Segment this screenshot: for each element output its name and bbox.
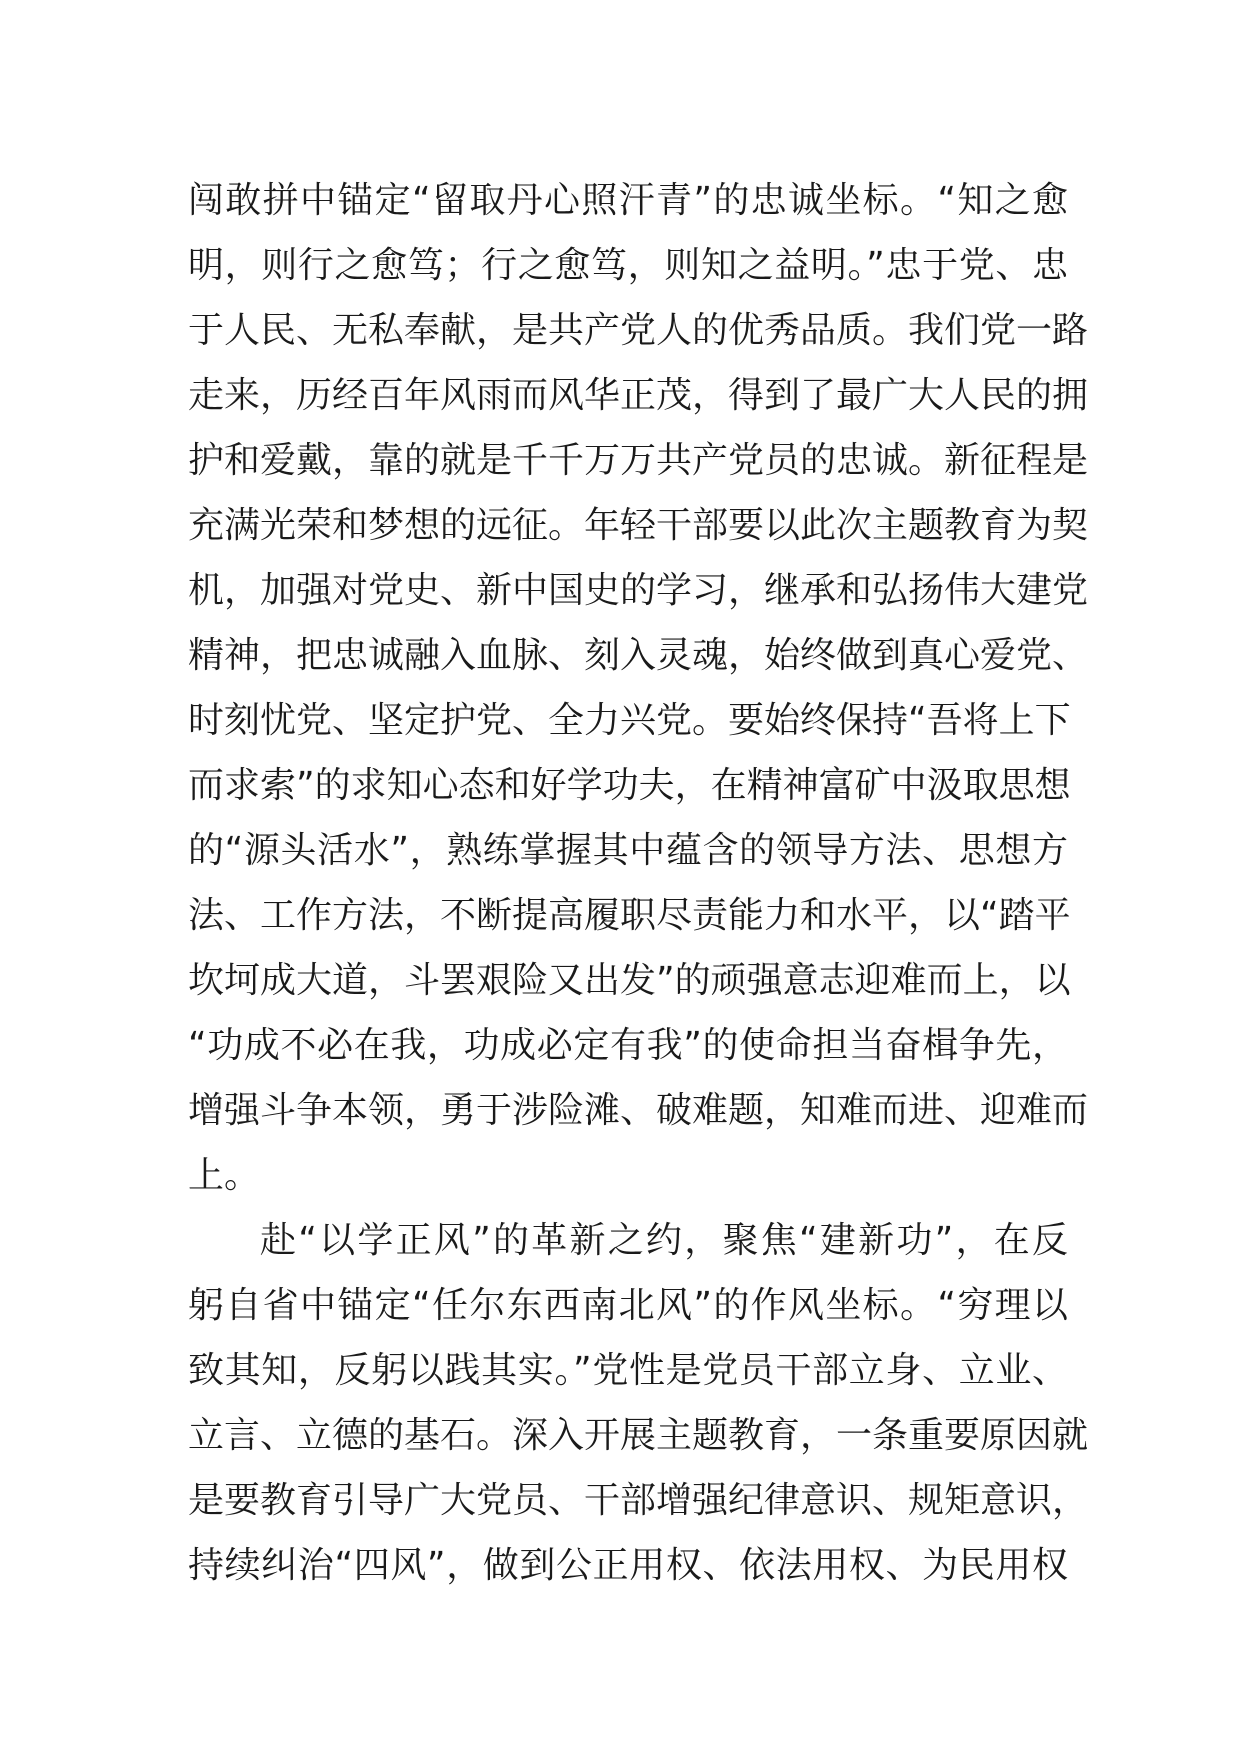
text-line: 明，则行之愈笃；行之愈笃，则知之益明。”忠于党、忠: [188, 245, 1068, 286]
text-line: 闯敢拼中锚定“留取丹心照汗青”的忠诚坐标。“知之愈: [188, 180, 1068, 221]
text-line: 立言、立德的基石。深入开展主题教育，一条重要原因就: [188, 1415, 1089, 1456]
paragraph-2: [188, 1208, 1089, 1598]
text-line: 走来，历经百年风雨而风华正茂，得到了最广大人民的拥: [188, 375, 1089, 416]
paragraph-1: [188, 168, 1089, 1208]
text-line: 精神，把忠诚融入血脉、刻入灵魂，始终做到真心爱党、: [188, 635, 1089, 676]
text-line: 持续纠治“四风”，做到公正用权、依法用权、为民用权: [188, 1545, 1068, 1586]
text-line: 充满光荣和梦想的远征。年轻干部要以此次主题教育为契: [188, 505, 1089, 546]
text-line: 法、工作方法，不断提高履职尽责能力和水平，以“踏平: [188, 895, 1071, 936]
text-line: 致其知，反躬以践其实。”党性是党员干部立身、立业、: [188, 1350, 1068, 1391]
text-line: 是要教育引导广大党员、干部增强纪律意识、规矩意识，: [188, 1480, 1089, 1521]
text-line: 机，加强对党史、新中国史的学习，继承和弘扬伟大建党: [188, 570, 1089, 611]
text-line: 而求索”的求知心态和好学功夫，在精神富矿中汲取思想: [188, 765, 1071, 806]
text-line: 于人民、无私奉献，是共产党人的优秀品质。我们党一路: [188, 310, 1089, 351]
text-line: 时刻忧党、坚定护党、全力兴党。要始终保持“吾将上下: [188, 700, 1071, 741]
text-line: 躬自省中锚定“任尔东西南北风”的作风坐标。“穷理以: [188, 1285, 1068, 1326]
text-line: “功成不必在我，功成必定有我”的使命担当奋楫争先，: [188, 1025, 1068, 1066]
text-line: 增强斗争本领，勇于涉险滩、破难题，知难而进、迎难而: [188, 1090, 1089, 1131]
text-line: 坎坷成大道，斗罢艰险又出发”的顽强意志迎难而上，以: [188, 960, 1071, 1001]
body-text: [188, 168, 1089, 1598]
text-line: 上。: [188, 1155, 261, 1196]
text-line: 的“源头活水”，熟练掌握其中蕴含的领导方法、思想方: [188, 830, 1068, 871]
text-line: 护和爱戴，靠的就是千千万万共产党员的忠诚。新征程是: [188, 440, 1089, 481]
text-line: 赴“以学正风”的革新之约，聚焦“建新功”，在反: [260, 1220, 1068, 1261]
